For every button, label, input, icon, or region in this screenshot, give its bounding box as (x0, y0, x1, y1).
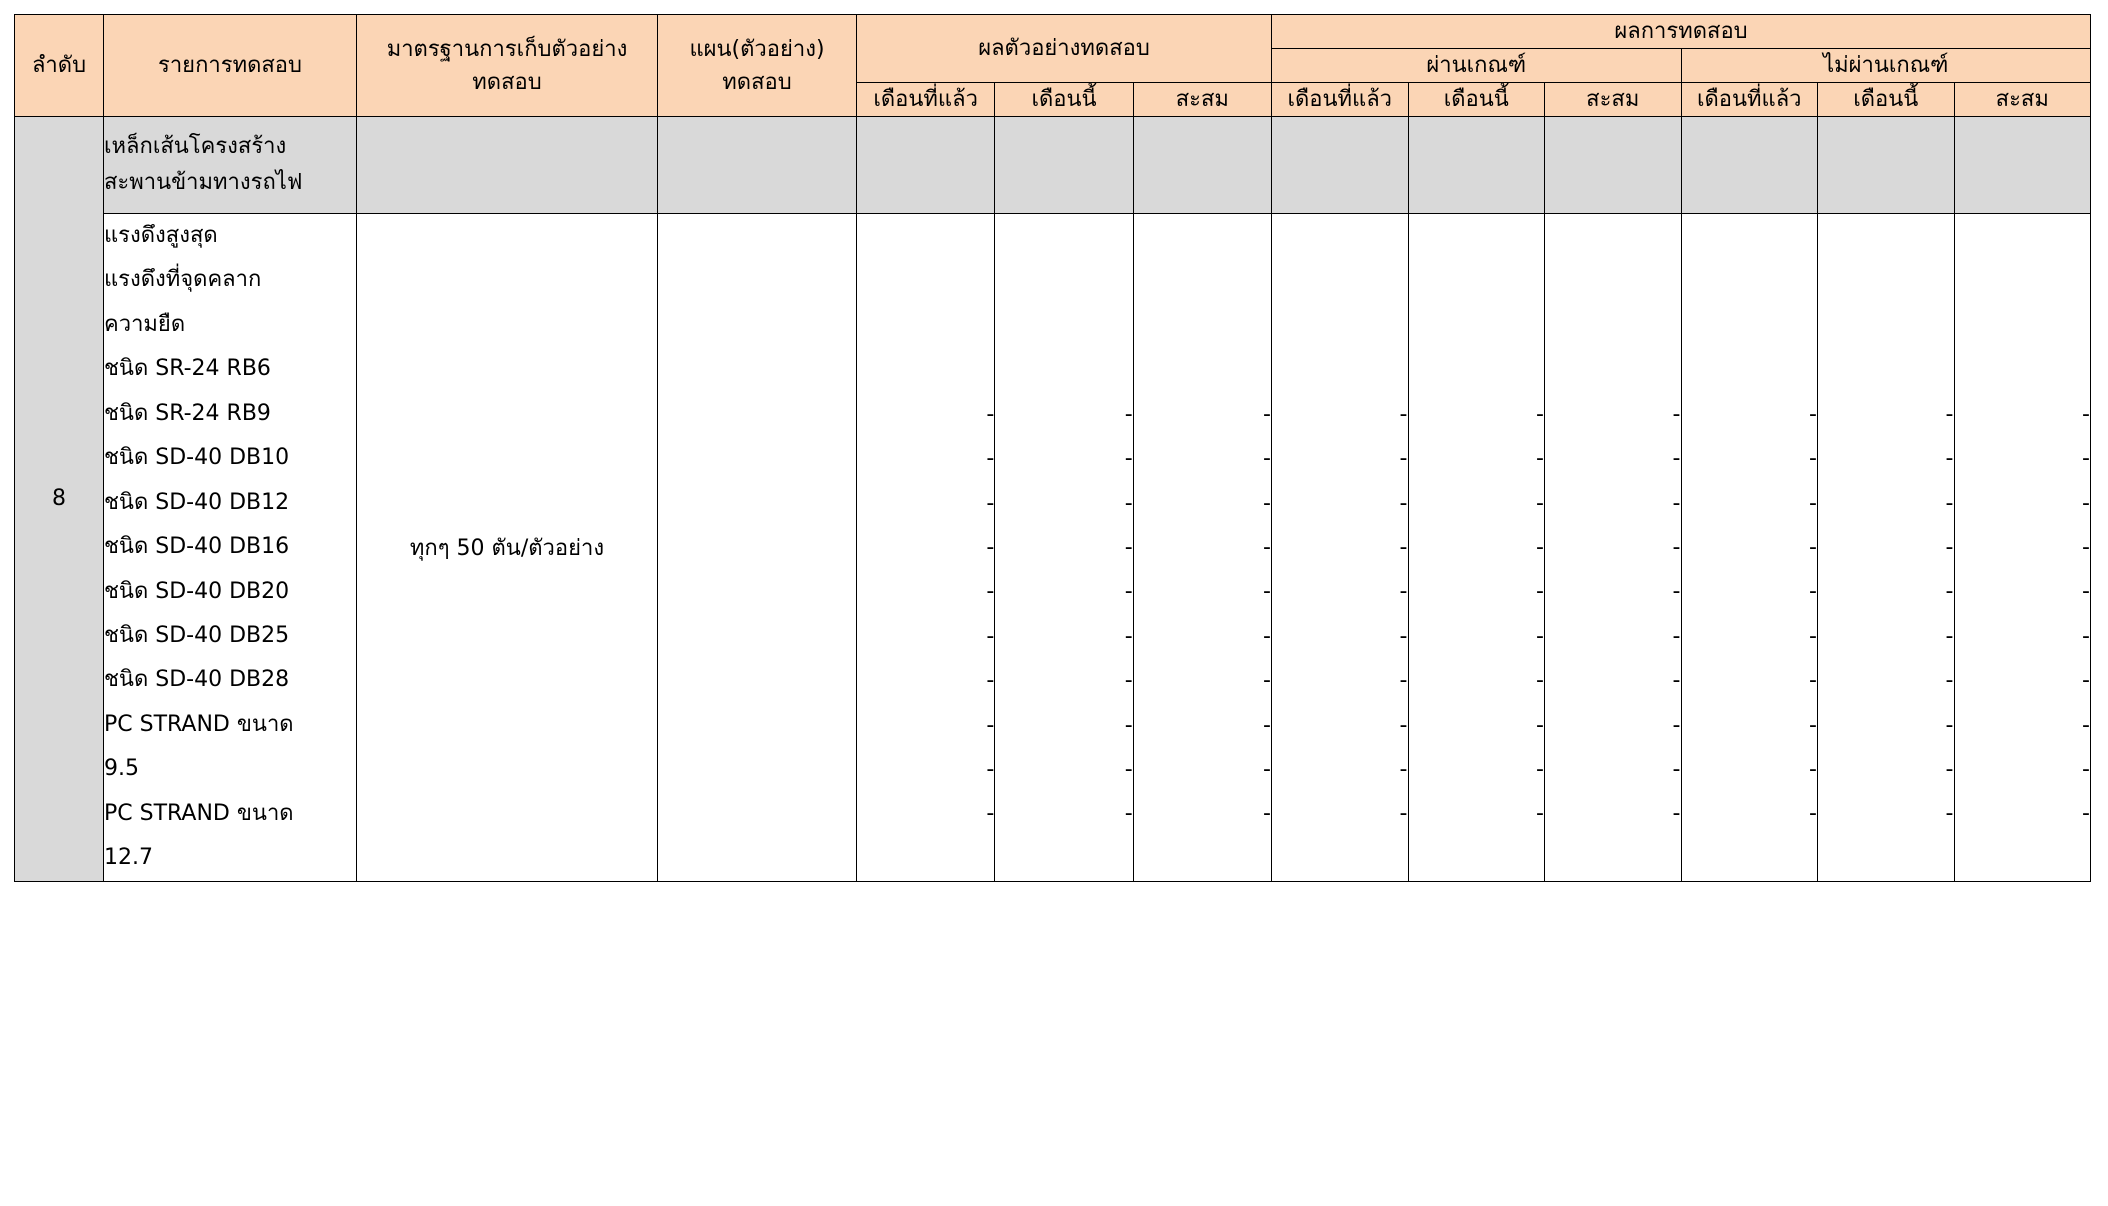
data-value: - (1536, 712, 1544, 738)
data-value: - (1809, 535, 1817, 560)
data-value: - (1945, 623, 1954, 649)
data-value: - (1945, 535, 1954, 560)
header-item: รายการทดสอบ (104, 15, 357, 117)
data-value: - (1672, 446, 1681, 472)
item-line: PC STRAND ขนาด (104, 800, 294, 826)
data-value: - (986, 401, 995, 427)
data-value: - (1124, 535, 1133, 560)
item-line: แรงดึงที่จุดคลาก (104, 267, 262, 293)
cell-plan (658, 214, 857, 882)
data-value: - (1536, 579, 1544, 605)
data-value: - (1399, 668, 1408, 694)
cell-pass-last-month (1272, 214, 1409, 882)
header-row-1 (15, 15, 2091, 49)
data-value: - (1399, 446, 1408, 472)
cell-fail-this-month (1818, 214, 1955, 882)
data-value: - (1399, 623, 1408, 649)
data-value: - (1945, 446, 1954, 472)
cell-group-pass-last-month (1272, 117, 1409, 214)
data-value: - (1263, 712, 1271, 738)
cell-fail-last-month (1681, 214, 1818, 882)
data-value: - (2082, 401, 2090, 427)
item-line: ชนิด SR-24 RB9 (104, 400, 271, 426)
data-value: - (1809, 668, 1817, 694)
data-value: - (986, 535, 995, 560)
data-value: - (1399, 756, 1408, 782)
table-body (15, 117, 2091, 882)
data-value: - (2082, 490, 2090, 516)
data-value: - (1945, 490, 1954, 516)
data-value: - (1263, 535, 1271, 560)
data-value: - (2082, 446, 2090, 472)
data-value: - (1945, 712, 1954, 738)
data-value: - (1536, 490, 1544, 516)
data-value: - (1124, 668, 1133, 694)
item-line: ชนิด SR-24 RB6 (104, 356, 271, 382)
data-value: - (1672, 801, 1681, 827)
data-value: - (2082, 579, 2090, 605)
cell-group-fail-cumulative (1954, 117, 2091, 214)
item-line: ชนิด SD-40 DB28 (104, 667, 290, 693)
data-value: - (1263, 756, 1271, 782)
data-value: - (986, 446, 995, 472)
data-value: - (1945, 579, 1954, 605)
header-standard-line2: ทดสอบ (472, 69, 542, 95)
data-value: - (2082, 623, 2090, 649)
cell-group-pass-this-month (1408, 117, 1545, 214)
data-value: - (2082, 668, 2090, 694)
cell-pass-this-month (1408, 214, 1545, 882)
cell-pass-cumulative (1545, 214, 1682, 882)
item-line: 9.5 (104, 756, 139, 782)
item-lines (104, 214, 356, 881)
header-plan-line1: แผน(ตัวอย่าง) (689, 36, 825, 62)
data-value: - (1809, 756, 1817, 782)
data-value: - (1263, 801, 1271, 827)
header-pass-last-month: เดือนที่แล้ว (1272, 83, 1409, 117)
header-fail-last-month: เดือนที่แล้ว (1681, 83, 1818, 117)
data-value: - (1124, 756, 1133, 782)
data-value: - (1809, 623, 1817, 649)
data-value: - (1672, 623, 1681, 649)
cell-standard: ทุกๆ 50 ตัน/ตัวอย่าง (357, 214, 658, 882)
table-row (15, 117, 2091, 214)
header-standard-line1: มาตรฐานการเก็บตัวอย่าง (386, 36, 628, 62)
item-line: 12.7 (104, 845, 153, 871)
data-value: - (1263, 401, 1271, 427)
spacer (1955, 258, 2091, 393)
data-value: - (1124, 623, 1133, 649)
data-value: - (2082, 712, 2090, 738)
header-pass: ผ่านเกณฑ์ (1272, 49, 1682, 83)
header-fail-cumulative: สะสม (1954, 83, 2091, 117)
data-value: - (2082, 535, 2090, 560)
header-test-result: ผลการทดสอบ (1272, 15, 2091, 49)
header-fail-this-month: เดือนนี้ (1818, 83, 1955, 117)
cell-sample-cumulative (1133, 214, 1271, 882)
data-value: - (1124, 579, 1133, 605)
cell-group-sample-this-month (995, 117, 1133, 214)
cell-fail-cumulative (1954, 214, 2091, 882)
data-value: - (1536, 401, 1544, 427)
data-value: - (1809, 401, 1817, 427)
item-line: PC STRAND ขนาด (104, 711, 294, 737)
table-row (15, 214, 2091, 882)
data-value: - (1809, 801, 1817, 827)
header-standard (357, 15, 658, 117)
data-value: - (1809, 712, 1817, 738)
data-value: - (1672, 712, 1681, 738)
item-line: ชนิด SD-40 DB10 (104, 445, 290, 471)
spacer (995, 258, 1132, 393)
data-value: - (1672, 490, 1681, 516)
spacer (1682, 258, 1818, 393)
data-value: - (1809, 490, 1817, 516)
data-value: - (1672, 668, 1681, 694)
data-value: - (1672, 535, 1681, 560)
cell-sample-this-month (995, 214, 1133, 882)
data-value: - (2082, 756, 2090, 782)
data-value: - (1399, 490, 1408, 516)
data-value: - (1399, 535, 1408, 560)
data-value: - (1124, 801, 1133, 827)
cell-group-fail-last-month (1681, 117, 1818, 214)
cell-sample-last-month (857, 214, 995, 882)
data-value: - (1263, 668, 1271, 694)
data-value: - (1536, 668, 1544, 694)
spacer (1818, 258, 1954, 393)
header-seq: ลำดับ (15, 15, 104, 117)
cell-group-sample-cumulative (1133, 117, 1271, 214)
header-sample-this-month: เดือนนี้ (995, 83, 1133, 117)
item-line: ชนิด SD-40 DB16 (104, 534, 290, 560)
data-value: - (1399, 801, 1408, 827)
header-sample-last-month: เดือนที่แล้ว (857, 83, 995, 117)
spacer (1272, 258, 1408, 393)
data-value: - (986, 801, 995, 827)
item-line: ชนิด SD-40 DB25 (104, 622, 290, 648)
data-value: - (1536, 801, 1544, 827)
data-value: - (1809, 446, 1817, 472)
data-value: - (1536, 756, 1544, 782)
data-value: - (2082, 801, 2090, 827)
cell-group-sample-last-month (857, 117, 995, 214)
data-value: - (1263, 446, 1271, 472)
cell-seq: 8 (15, 117, 104, 882)
item-line: ชนิด SD-40 DB12 (104, 489, 290, 515)
spacer (1134, 258, 1271, 393)
data-value: - (1536, 623, 1544, 649)
data-value: - (1124, 401, 1133, 427)
data-value: - (986, 490, 995, 516)
data-value: - (1124, 712, 1133, 738)
spacer (857, 258, 994, 393)
data-value: - (1672, 756, 1681, 782)
data-value: - (1945, 756, 1954, 782)
data-value: - (1124, 490, 1133, 516)
data-value: - (1536, 535, 1544, 560)
data-value: - (986, 712, 995, 738)
data-value: - (986, 756, 995, 782)
test-summary-table (14, 14, 2091, 882)
data-value: - (1945, 401, 1954, 427)
cell-group-fail-this-month (1818, 117, 1955, 214)
cell-group-pass-cumulative (1545, 117, 1682, 214)
cell-group-label (104, 117, 357, 214)
header-plan-line2: ทดสอบ (722, 69, 792, 95)
data-value: - (1672, 401, 1681, 427)
cell-group-standard (357, 117, 658, 214)
cell-group-plan (658, 117, 857, 214)
header-plan (658, 15, 857, 117)
item-line: แรงดึงสูงสุด (104, 223, 218, 248)
header-sample-cumulative: สะสม (1133, 83, 1271, 117)
data-value: - (1399, 579, 1408, 605)
data-value: - (986, 668, 995, 694)
data-value: - (1945, 801, 1954, 827)
data-value: - (1399, 712, 1408, 738)
item-line: ชนิด SD-40 DB20 (104, 578, 290, 604)
group-label-line1: เหล็กเส้นโครงสร้าง (104, 133, 287, 159)
data-value: - (1263, 490, 1271, 516)
group-label-line2: สะพานข้ามทางรถไฟ (104, 170, 303, 195)
spacer (1545, 258, 1681, 393)
data-value: - (1263, 579, 1271, 605)
spacer (1409, 258, 1545, 393)
cell-item-list (104, 214, 357, 882)
header-sample-result: ผลตัวอย่างทดสอบ (857, 15, 1272, 83)
data-value: - (1809, 579, 1817, 605)
header-pass-cumulative: สะสม (1545, 83, 1682, 117)
header-pass-this-month: เดือนนี้ (1408, 83, 1545, 117)
table-header (15, 15, 2091, 117)
data-value: - (1536, 446, 1544, 472)
data-value: - (1399, 401, 1408, 427)
data-value: - (1672, 579, 1681, 605)
data-value: - (1124, 446, 1133, 472)
data-value: - (986, 579, 995, 605)
data-value: - (986, 623, 995, 649)
data-value: - (1263, 623, 1271, 649)
item-line: ความยืด (104, 311, 186, 337)
header-fail: ไม่ผ่านเกณฑ์ (1681, 49, 2091, 83)
data-value: - (1945, 668, 1954, 694)
